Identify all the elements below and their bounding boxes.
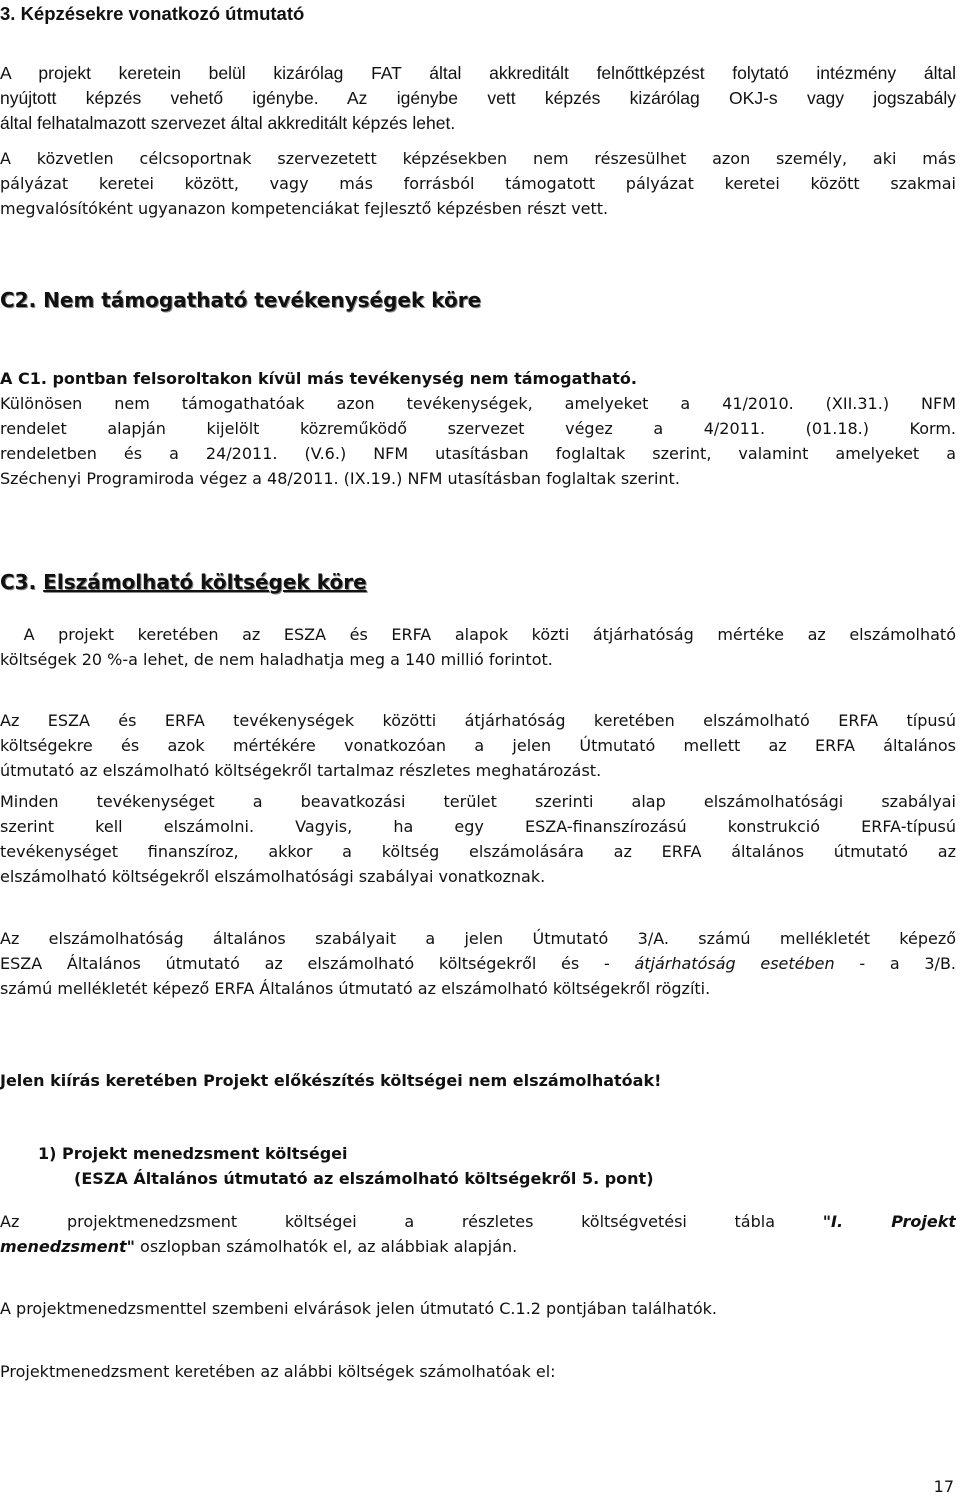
text-line: szerint kell elszámolni. Vagyis, ha egy ESZA-finanszírozású konstrukció ERFA-típusú xyxy=(0,817,956,836)
text-line: megvalósítóként ugyanazon kompetenciákat fejlesztő képzésben részt vett. xyxy=(0,199,609,218)
text-line: költségekre és azok mértékére vonatkozóan a jelen Útmutató mellett az ERFA általános xyxy=(0,736,956,755)
bold-italic-run: menedzsment" xyxy=(0,1237,135,1256)
item1-subtitle: (ESZA Általános útmutató az elszámolható költségekről 5. pont) xyxy=(74,1169,654,1188)
c3-notice: Jelen kiírás keretében Projekt előkészítés költségei nem elszámolhatóak! xyxy=(0,1071,662,1090)
text-line: számú mellékletét képező ERFA Általános útmutató az elszámolható költségekről rögzíti. xyxy=(0,979,711,998)
item1-paragraph-1 xyxy=(0,1209,956,1259)
text-line: A projekt keretein belül kizárólag FAT által akkreditált felnőttképzést folytató intézmény által xyxy=(0,63,956,83)
section-heading: 3. Képzésekre vonatkozó útmutató xyxy=(0,3,305,24)
item1-paragraph-2: A projektmenedzsmenttel szembeni elvárások jelen útmutató C.1.2 pontjában találhatók. xyxy=(0,1299,717,1318)
text-line: rendelet alapján kijelölt közreműködő szervezet végez a 4/2011. (01.18.) Korm. xyxy=(0,419,956,438)
c3-paragraph-1 xyxy=(0,622,956,672)
text-line: A projekt keretében az ESZA és ERFA alapok közti átjárhatóság mértéke az elszámolható xyxy=(0,625,956,644)
c3-paragraph-3 xyxy=(0,789,956,889)
text-run: - a 3/B. xyxy=(834,954,956,973)
text-run: Az projektmenedzsment költségei a részletes költségvetési tábla xyxy=(0,1212,823,1231)
text-line: által felhatalmazott szervezet által akkreditált képzés lehet. xyxy=(0,113,456,133)
c2-body xyxy=(0,366,956,491)
c2-title: Nem támogatható tevékenységek köre xyxy=(43,288,482,312)
text-line: pályázat keretei között, vagy más forrásból támogatott pályázat keretei között szakmai xyxy=(0,174,956,193)
italic-run: átjárhatóság esetében xyxy=(634,954,835,973)
c3-title: Elszámolható költségek köre xyxy=(43,570,367,594)
text-run: ESZA Általános útmutató az elszámolható költségekről és - xyxy=(0,954,635,973)
text-line: rendeletben és a 24/2011. (V.6.) NFM utasításban foglaltak szerint, valamint amelyeket a xyxy=(0,444,956,463)
text-line: Az elszámolhatóság általános szabályait a jelen Útmutató 3/A. számú mellékletét képező xyxy=(0,929,956,948)
c2-bold-line: A C1. pontban felsoroltakon kívül más tevékenység nem támogatható. xyxy=(0,369,637,388)
c3-heading xyxy=(0,568,956,596)
text-run: oszlopban számolhatók el, az alábbiak alapján. xyxy=(134,1237,518,1256)
text-line: nyújtott képzés vehető igénybe. Az igénybe vett képzés kizárólag OKJ-s vagy jogszabály xyxy=(0,88,956,108)
text-line: Különösen nem támogathatóak azon tevékenységek, amelyeket a 41/2010. (XII.31.) NFM xyxy=(0,394,956,413)
item1-paragraph-3: Projektmenedzsment keretében az alábbi költségek számolhatóak el: xyxy=(0,1362,556,1381)
c3-number: C3. xyxy=(0,570,37,594)
text-line xyxy=(0,1209,956,1234)
c2-number: C2. xyxy=(0,288,37,312)
text-line: költségek 20 %-a lehet, de nem haladhatja meg a 140 millió forintot. xyxy=(0,650,553,669)
text-line xyxy=(0,1234,956,1259)
text-line: útmutató az elszámolható költségekről tartalmaz részletes meghatározást. xyxy=(0,761,602,780)
c2-heading xyxy=(0,286,956,314)
item1-title: 1) Projekt menedzsment költségei xyxy=(38,1144,348,1163)
text-line: tevékenységet finanszíroz, akkor a költség elszámolására az ERFA általános útmutató az xyxy=(0,842,956,861)
text-line: Minden tevékenységet a beavatkozási terület szerinti alap elszámolhatósági szabályai xyxy=(0,792,956,811)
text-line: A közvetlen célcsoportnak szervezetett képzésekben nem részesülhet azon személy, aki más xyxy=(0,149,956,168)
text-line xyxy=(0,951,956,976)
c3-paragraph-2 xyxy=(0,708,956,783)
section3-paragraph-2 xyxy=(0,146,956,221)
c3-paragraph-4 xyxy=(0,926,956,1001)
section3-paragraph-1 xyxy=(0,61,956,136)
bold-italic-run: "I. Projekt xyxy=(822,1212,956,1231)
text-line: Széchenyi Programiroda végez a 48/2011. (IX.19.) NFM utasításban foglaltak szerint. xyxy=(0,469,680,488)
text-line: elszámolható költségekről elszámolhatósági szabályai vonatkoznak. xyxy=(0,867,546,886)
text-line: Az ESZA és ERFA tevékenységek közötti átjárhatóság keretében elszámolható ERFA típusú xyxy=(0,711,956,730)
page-number: 17 xyxy=(933,1477,954,1496)
